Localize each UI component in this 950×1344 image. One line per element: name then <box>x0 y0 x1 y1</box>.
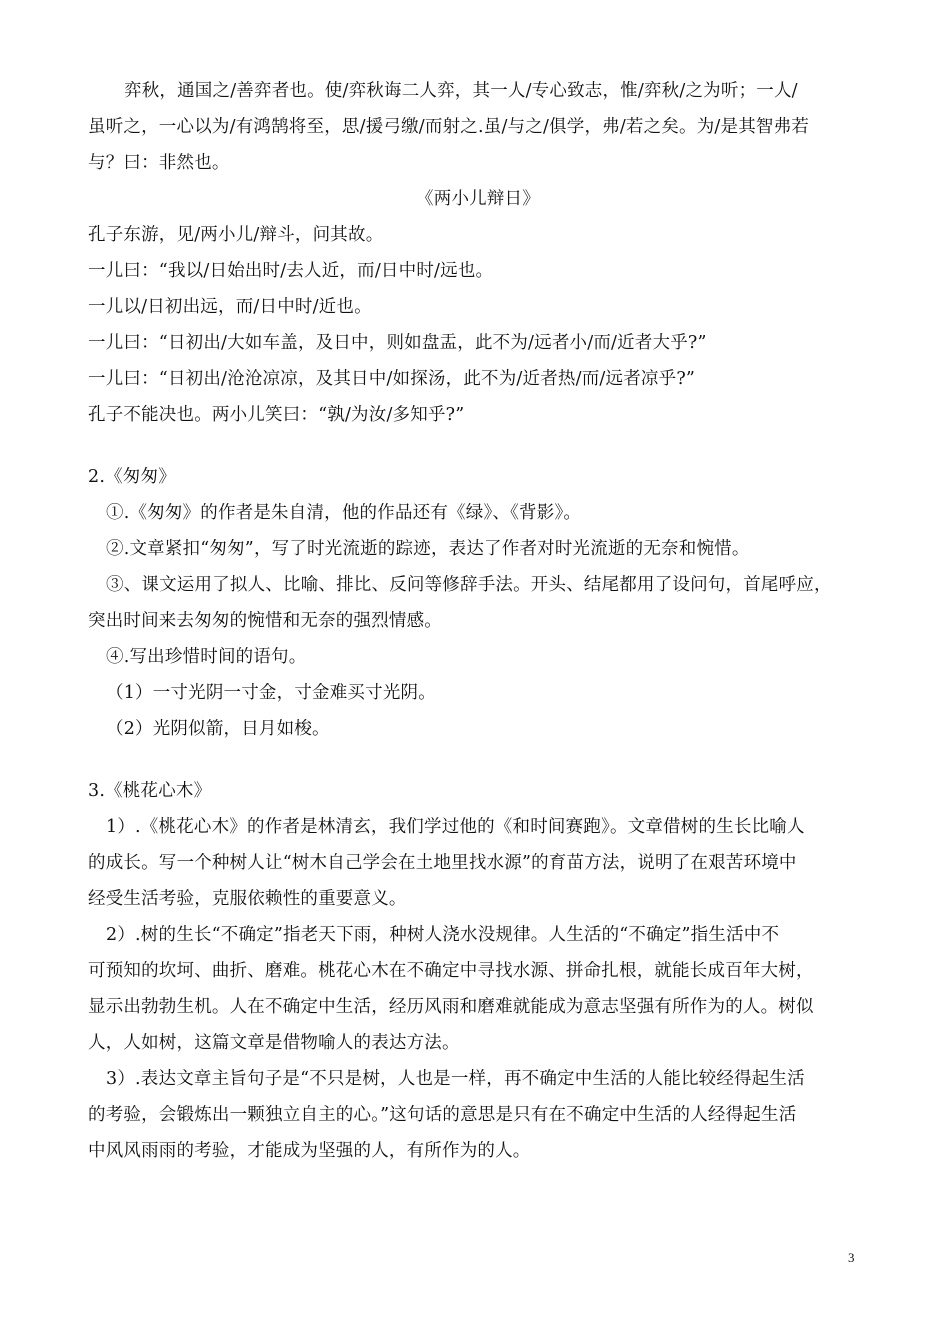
section-item: 显示出勃勃生机。人在不确定中生活，经历风雨和磨难就能成为意志坚强有所作为的人。树似 <box>88 997 814 1017</box>
section-item: 突出时间来去匆匆的惋惜和无奈的强烈情感。 <box>88 611 442 631</box>
section-item: （1）一寸光阴一寸金，寸金难买寸光阴。 <box>106 683 436 703</box>
passage-line: 与？曰：非然也。 <box>88 153 230 173</box>
section-item: 1）.《桃花心木》的作者是林清玄，我们学过他的《和时间赛跑》。文章借树的生长比喻人 <box>106 817 805 837</box>
section-heading: 3.《桃花心木》 <box>88 781 212 801</box>
section-item: 人，人如树，这篇文章是借物喻人的表达方法。 <box>88 1033 460 1053</box>
section-item: 的成长。写一个种树人让“树木自己学会在土地里找水源”的育苗方法，说明了在艰苦环境中 <box>88 853 797 873</box>
passage-line: 弈秋，通国之/善弈者也。使/弈秋诲二人弈，其一人/专心致志，惟/弈秋/之为听；一人/ <box>124 81 798 101</box>
section-item: （2）光阴似箭，日月如梭。 <box>106 719 330 739</box>
section-item: ①.《匆匆》的作者是朱自清，他的作品还有《绿》、《背影》。 <box>106 503 582 523</box>
passage-yiqiu <box>88 73 868 181</box>
page-number: 3 <box>848 1250 855 1265</box>
passage-line: 一儿曰：“我以/日始出时/去人近，而/日中时/远也。 <box>88 261 494 281</box>
passage-title: 《两小儿辩日》 <box>416 189 540 209</box>
section-item: 3）.表达文章主旨句子是“不只是树，人也是一样，再不确定中生活的人能比较经得起生活 <box>106 1069 805 1089</box>
passage-line: 一儿以/日初出远，而/日中时/近也。 <box>88 297 372 317</box>
section-congcong <box>88 459 868 747</box>
section-item: 中风风雨雨的考验，才能成为坚强的人，有所作为的人。 <box>88 1141 531 1161</box>
section-item: 2）.树的生长“不确定”指老天下雨，种树人浇水没规律。人生活的“不确定”指生活中不 <box>106 925 780 945</box>
section-item: ②.文章紧扣“匆匆”，写了时光流逝的踪迹，表达了作者对时光流逝的无奈和惋惜。 <box>106 539 750 559</box>
passage-line: 一儿曰：“日初出/沧沧凉凉，及其日中/如探汤，此不为/近者热/而/远者凉乎?” <box>88 369 696 389</box>
section-spacer <box>88 433 868 459</box>
section-item: ③、课文运用了拟人、比喻、排比、反问等修辞手法。开头、结尾都用了设问句，首尾呼应， <box>106 575 832 595</box>
section-item: ④.写出珍惜时间的语句。 <box>106 647 307 667</box>
page-content <box>88 73 868 1169</box>
passage-line: 一儿曰：“日初出/大如车盖，及日中，则如盘盂，此不为/远者小/而/近者大乎?” <box>88 333 707 353</box>
section-heading: 2.《匆匆》 <box>88 467 176 487</box>
passage-liangxiaoer <box>88 181 868 433</box>
passage-line: 孔子不能决也。两小儿笑曰：“孰/为汝/多知乎?” <box>88 405 465 425</box>
section-item: 的考验，会锻炼出一颗独立自主的心。”这句话的意思是只有在不确定中生活的人经得起生活 <box>88 1105 797 1125</box>
section-spacer <box>88 747 868 773</box>
passage-line: 孔子东游，见/两小儿/辩斗，问其故。 <box>88 225 384 245</box>
passage-line: 虽听之，一心以为/有鸿鹄将至，思/援弓缴/而射之.虽/与之/俱学，弗/若之矣。为/是其智弗若 <box>88 117 810 137</box>
section-item: 可预知的坎坷、曲折、磨难。桃花心木在不确定中寻找水源、拼命扎根，就能长成百年大树， <box>88 961 814 981</box>
section-taohua <box>88 773 868 1169</box>
section-item: 经受生活考验，克服依赖性的重要意义。 <box>88 889 407 909</box>
